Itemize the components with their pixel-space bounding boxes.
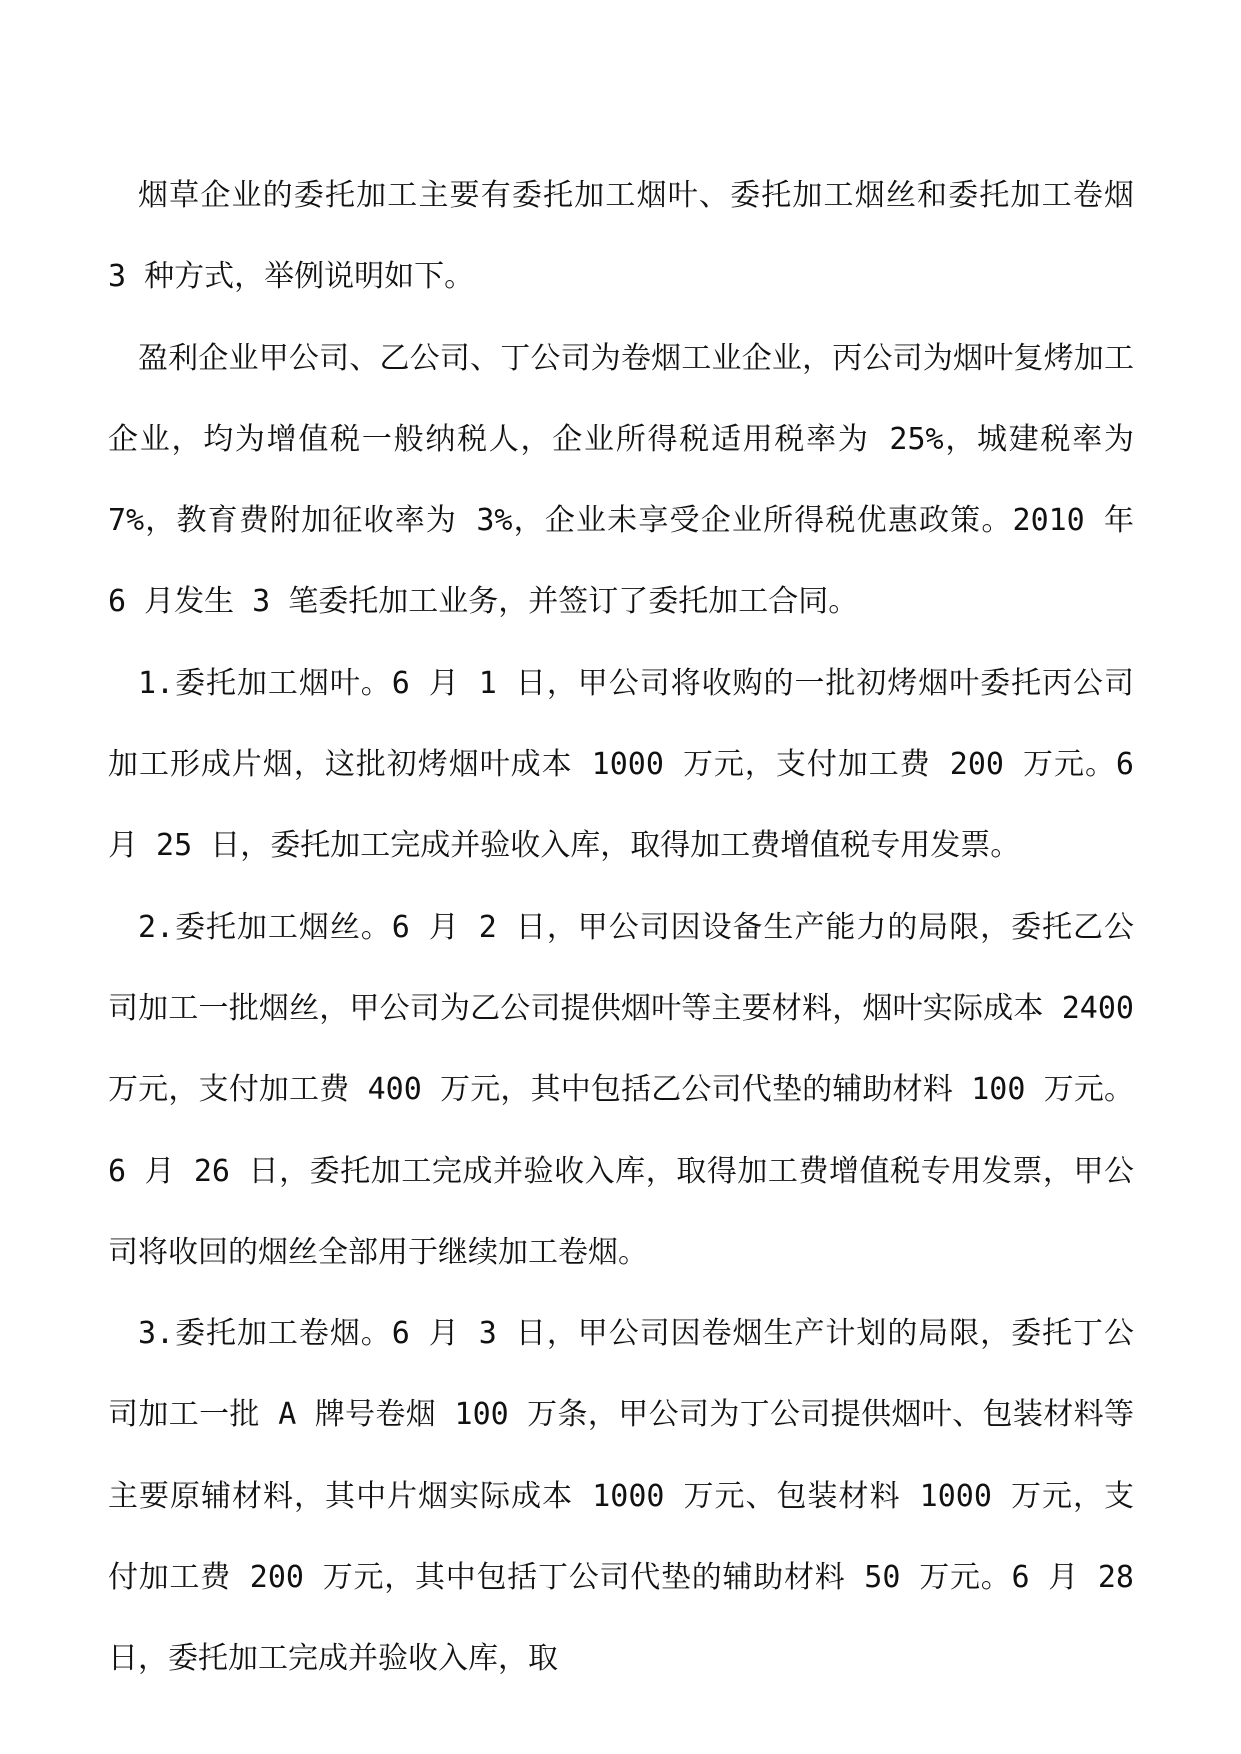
paragraph-intro: 烟草企业的委托加工主要有委托加工烟叶、委托加工烟丝和委托加工卷烟 3 种方式，举例说明如下。 — [108, 178, 1134, 295]
paragraph-case-1: 1.委托加工烟叶。6 月 1 日，甲公司将收购的一批初烤烟叶委托丙公司加工形成片烟，这批初烤烟叶成本 1000 万元，支付加工费 200 万元。6 月 25 日，委托加工完成并验收入库，取得加工费增值税专用发票。 — [108, 665, 1134, 864]
paragraph-case-2: 2.委托加工烟丝。6 月 2 日，甲公司因设备生产能力的局限，委托乙公司加工一批烟丝，甲公司为乙公司提供烟叶等主要材料，烟叶实际成本 2400 万元，支付加工费 400 万元，其中包括乙公司代垫的辅助材料 100 万元。6 月 26 日，委托加工完成并验收入库，取得加工费增值税专用发票，甲公司将收回的烟丝全部用于继续加工卷烟。 — [108, 909, 1134, 1270]
paragraph-case-3: 3.委托加工卷烟。6 月 3 日，甲公司因卷烟生产计划的局限，委托丁公司加工一批 A 牌号卷烟 100 万条，甲公司为丁公司提供烟叶、包装材料等主要原辅材料，其中片烟实际成本 1000 万元、包装材料 1000 万元，支付加工费 200 万元，其中包括丁公司代垫的辅助材料 50 万元。6 月 28 日，委托加工完成并验收入库，取 — [108, 1316, 1134, 1677]
paragraph-background: 盈利企业甲公司、乙公司、丁公司为卷烟工业企业，丙公司为烟叶复烤加工企业，均为增值税一般纳税人，企业所得税适用税率为 25%，城建税率为 7%，教育费附加征收率为 3%，企业未享受企业所得税优惠政策。2010 年 6 月发生 3 笔委托加工业务，并签订了委托加工合同。 — [108, 340, 1134, 620]
document-body — [108, 155, 1134, 1700]
